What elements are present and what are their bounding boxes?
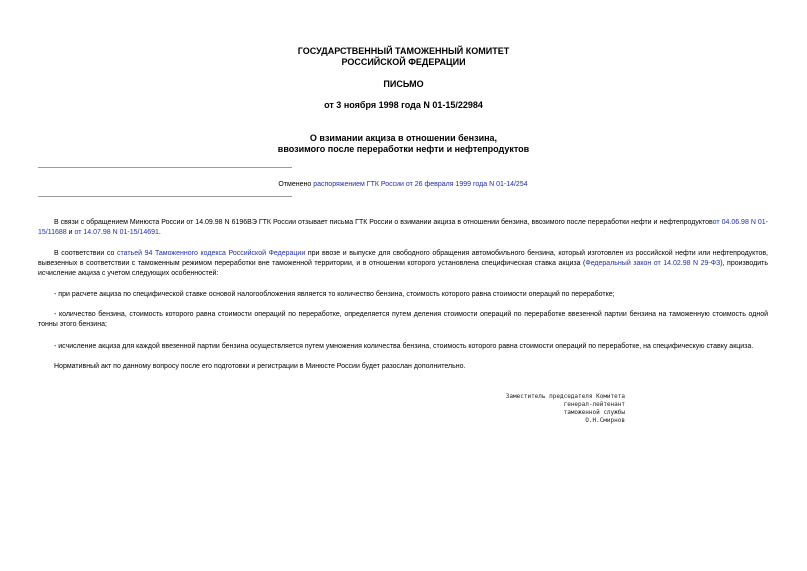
p1-text-1: В связи с обращением Минюста России от 14.09.98 N 6196ВЭ ГТК России отзывает письма ГТК России о взимании акциза в отношении бензина, ввозимого после переработки нефти и нефтепродуктов [54,219,713,226]
cancellation-note [38,180,768,189]
paragraph-1 [38,218,768,238]
cancellation-link[interactable]: распоряжением ГТК России от 26 февраля 1999 года N 01-14/254 [313,181,528,188]
p1-link-letter-1[interactable]: от 04.06.98 N 01-15/11688 [38,219,768,236]
p1-link-letter-2[interactable]: от 14.07.98 N 01-15/14691 [74,229,159,236]
top-divider [38,167,292,168]
signature-line-1: Заместитель председателя Комитета [505,393,625,400]
bottom-divider [38,196,292,197]
subject-line-2: ввозимого после переработки нефти и нефтепродуктов [277,144,530,154]
p2-text-3: ), производить исчисление акциза с учетом следующих особенностей: [38,260,768,277]
issuer-line-2: РОССИЙСКОЙ ФЕДЕРАЦИИ [341,57,466,67]
p2-link-federal-law[interactable]: Федеральный закон от 14.02.98 N 29-ФЗ [585,260,721,267]
signature-line-4: О.Н.Смирнов [585,417,625,424]
signature-line-3: таможенной службы [563,409,625,416]
p1-text-2: и [66,229,75,236]
document-type: ПИСЬМО [383,79,424,89]
signature-block [480,393,625,425]
document-date-number: от 3 ноября 1998 года N 01-15/22984 [324,100,483,110]
document-subject [0,133,807,155]
subject-line-1: О взимании акциза в отношении бензина, [309,133,498,143]
p2-text-2: при ввозе и выпуске для свободного обращения автомобильного бензина, который изготовлен из российской нефти или нефтепродуктов, вывезенных в соответствии с таможенным режимом переработки вне таможенной территории, и в отношении которого установлена специфическая ставка акциза ( [38,250,768,267]
paragraph-6: Нормативный акт по данному вопросу после его подготовки и регистрации в Минюсте России будет разослан дополнительно. [54,363,466,370]
p1-text-3: . [158,229,161,236]
p2-link-customs-code[interactable]: статьей 94 Таможенного кодекса Российской Федерации [116,250,306,257]
issuer-line-1: ГОСУДАРСТВЕННЫЙ ТАМОЖЕННЫЙ КОМИТЕТ [297,46,510,56]
issuer-heading [0,46,807,68]
paragraph-4: - количество бензина, стоимость которого равна стоимости операций по переработке, определяется путем деления стоимости операций по переработке ввезенной партии бензина на таможенную стоимость одной тонны этого бензина; [38,311,768,328]
cancellation-prefix: Отменено [278,181,314,188]
paragraph-2 [38,249,768,279]
signature-line-2: генерал-лейтенант [563,401,625,408]
paragraph-3: - при расчете акциза по специфической ставке основой налогообложения является то количество бензина, стоимость которого равна стоимости операций по переработке; [54,291,615,298]
paragraph-5: - исчисление акциза для каждой ввезенной партии бензина осуществляется путем умножения количества бензина, стоимость которого равна стоимости операций по переработке, на специфическую ставку акциза. [54,343,754,350]
p2-text-1: В соответствии со [54,250,117,257]
